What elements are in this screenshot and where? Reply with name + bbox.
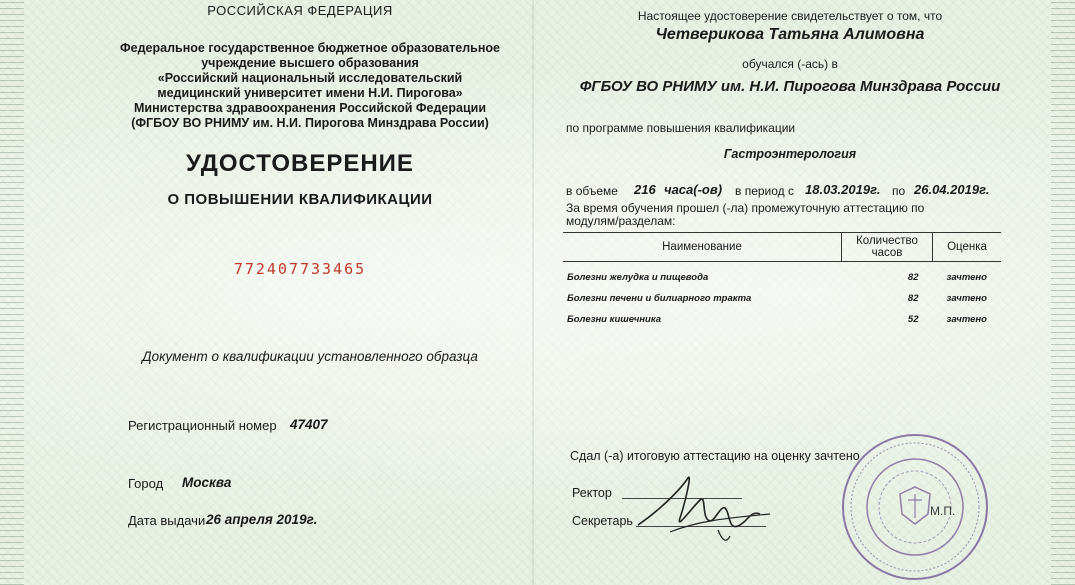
official-seal-stamp bbox=[840, 432, 990, 582]
stamp-place-label: М.П. bbox=[930, 504, 956, 518]
table-row bbox=[563, 262, 1001, 284]
table-header-row bbox=[563, 233, 1001, 262]
col-name-header: Наименование bbox=[563, 233, 842, 262]
modules-table bbox=[563, 232, 1001, 325]
left-ornament-border bbox=[0, 0, 24, 585]
reg-number-value: 47407 bbox=[290, 417, 328, 432]
handwritten-signature bbox=[630, 470, 780, 550]
module-hours: 82 bbox=[907, 272, 919, 283]
module-hours: 52 bbox=[907, 314, 919, 325]
country-heading: РОССИЙСКАЯ ФЕДЕРАЦИЯ bbox=[207, 3, 393, 18]
secretary-label: Секретарь bbox=[572, 514, 633, 528]
serial-number: 772407733465 bbox=[233, 260, 367, 278]
document-subtitle: О ПОВЫШЕНИИ КВАЛИФИКАЦИИ bbox=[167, 191, 433, 208]
institution-name bbox=[80, 41, 540, 131]
module-name: Болезни печени и билиарного тракта bbox=[567, 293, 752, 304]
module-hours: 82 bbox=[907, 293, 919, 304]
studied-text: обучался (-ась) в bbox=[742, 57, 838, 71]
hours-value: 216 bbox=[634, 182, 656, 197]
hours-unit: часа(-ов) bbox=[664, 182, 723, 197]
col-hours-header: Количество часов bbox=[842, 233, 933, 262]
period-prefix: в период с bbox=[735, 184, 795, 198]
col-grade-header: Оценка bbox=[933, 233, 1002, 262]
table-row bbox=[563, 304, 1001, 325]
module-grade: зачтено bbox=[946, 272, 987, 283]
program-name: Гастроэнтерология bbox=[723, 147, 857, 161]
module-grade: зачтено bbox=[946, 293, 987, 304]
intermediate-text-line1: За время обучения прошел (-ла) промежуточную аттестацию по bbox=[566, 201, 925, 215]
date-to: 26.04.2019г. bbox=[914, 182, 990, 197]
certifies-text: Настоящее удостоверение свидетельствует о том, что bbox=[637, 9, 943, 23]
institution-line: «Российский национальный исследовательский bbox=[157, 71, 463, 85]
module-name: Болезни желудка и пищевода bbox=[567, 272, 709, 283]
institution-line: Федеральное государственное бюджетное образовательное bbox=[120, 41, 500, 55]
period-to: по bbox=[892, 184, 906, 198]
holder-full-name: Четверикова Татьяна Алимовна bbox=[655, 26, 925, 43]
institution-line: (ФГБОУ ВО РНИМУ им. Н.И. Пирогова Минздрава России) bbox=[131, 116, 489, 130]
institution-line: медицинский университет имени Н.И. Пирогова» bbox=[157, 86, 463, 100]
document-type: Документ о квалификации установленного образца bbox=[142, 349, 478, 364]
program-label: по программе повышения квалификации bbox=[566, 121, 796, 135]
right-ornament-border bbox=[1051, 0, 1075, 585]
table-row bbox=[563, 283, 1001, 304]
module-grade: зачтено bbox=[946, 314, 987, 325]
organization-name: ФГБОУ ВО РНИМУ им. Н.И. Пирогова Минздрава России bbox=[579, 78, 1001, 95]
institution-line: учреждение высшего образования bbox=[201, 56, 419, 70]
reg-number-label: Регистрационный номер bbox=[128, 418, 277, 433]
date-from: 18.03.2019г. bbox=[805, 182, 881, 197]
document-title: УДОСТОВЕРЕНИЕ bbox=[186, 150, 414, 177]
volume-prefix: в объеме bbox=[566, 184, 618, 198]
rector-label: Ректор bbox=[572, 486, 612, 500]
issue-date-label: Дата выдачи bbox=[128, 513, 206, 528]
issue-date-value: 26 апреля 2019г. bbox=[206, 512, 318, 527]
final-exam-text: Сдал (-а) итоговую аттестацию на оценку зачтено bbox=[570, 449, 860, 463]
city-label: Город bbox=[128, 476, 164, 491]
city-value: Москва bbox=[182, 475, 232, 490]
module-name: Болезни кишечника bbox=[567, 314, 662, 325]
institution-line: Министерства здравоохранения Российской Федерации bbox=[133, 101, 487, 115]
intermediate-text-line2: модулям/разделам: bbox=[566, 214, 676, 228]
